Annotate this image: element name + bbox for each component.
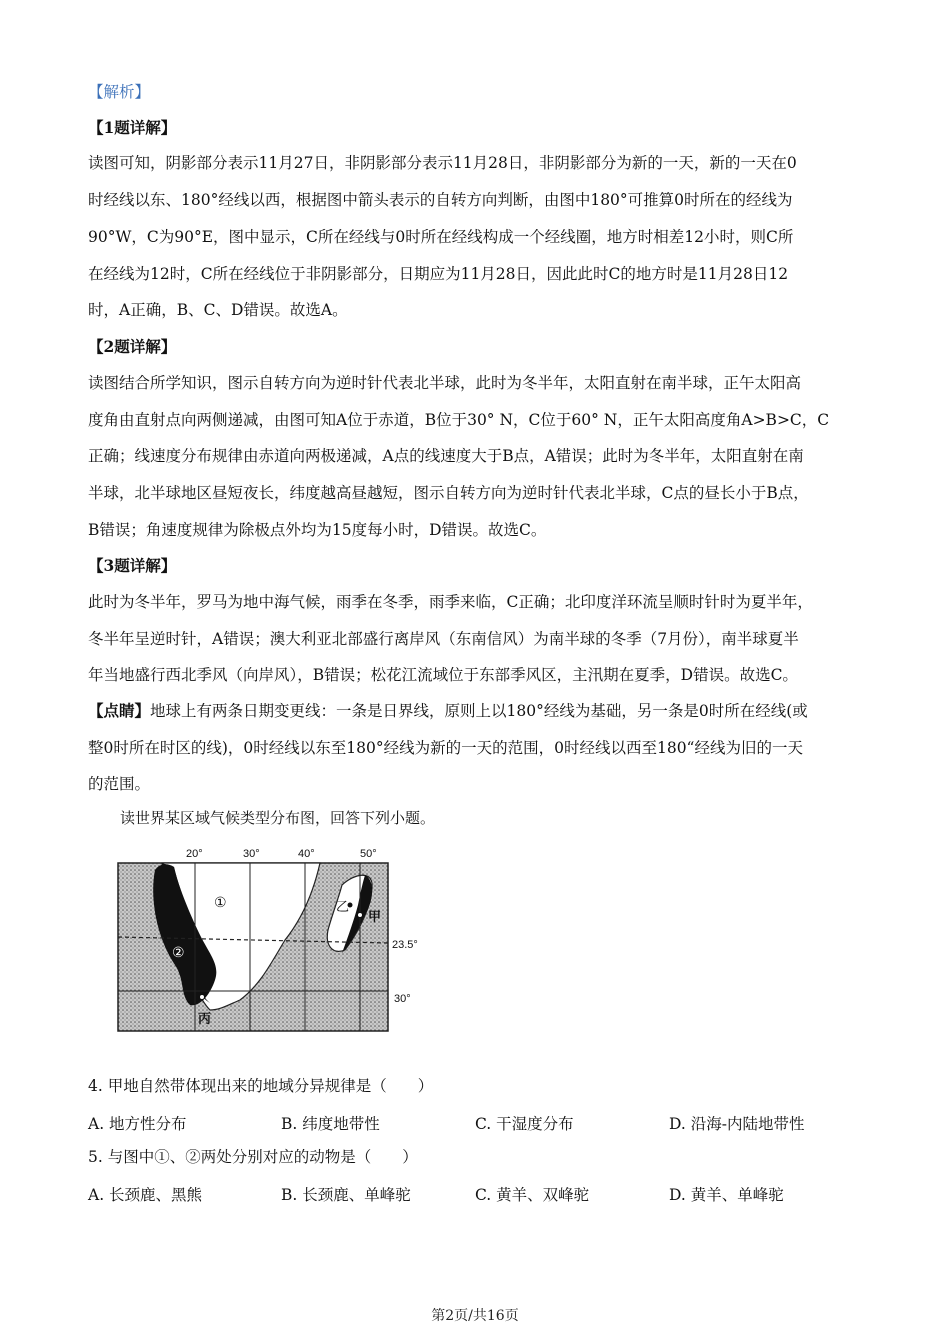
analysis-label [88, 82, 150, 102]
region-label-1: ① [214, 895, 227, 911]
region-label-yi: 乙 [336, 900, 350, 915]
region-label-jia: 甲 [368, 910, 382, 925]
q1-heading: 【1题详解】 [88, 118, 177, 137]
question-intro: 读世界某区域气候类型分布图，回答下列小题。 [120, 809, 436, 827]
q5-option-d[interactable]: D. 黄羊、单峰驼 [669, 1186, 784, 1204]
q5-option-c[interactable]: C. 黄羊、双峰驼 [475, 1186, 590, 1204]
q2-line: 正确；线速度分布规律由赤道向两极递减，A点的线速度大于B点，A错误；此时为冬半年，太阳直射在南 [88, 447, 804, 465]
lon-label: 50° [360, 848, 377, 860]
q5-option-b[interactable]: B. 长颈鹿、单峰驼 [281, 1186, 411, 1204]
q2-line: 半球，北半球地区昼短夜长，纬度越高昼越短，图示自转方向为逆时针代表北半球，C点的昼长小于B点， [88, 484, 809, 502]
lat-label: 23.5° [392, 939, 418, 951]
q4-option-b[interactable]: B. 纬度地带性 [281, 1115, 380, 1133]
tip-label: 【点睛】 [88, 701, 151, 720]
q2-line: 读图结合所学知识，图示自转方向为逆时针代表北半球，此时为冬半年，太阳直射在南半球，正午太阳高 [88, 374, 802, 392]
q2-line: B错误；角速度规律为除极点外均为15度每小时，D错误。故选C。 [88, 521, 547, 539]
page-footer: 第2页/共16页 [431, 1308, 519, 1324]
q2-heading: 【2题详解】 [88, 337, 177, 356]
analysis-label-text: 【解析】 [88, 83, 151, 101]
q4-stem: 4. 甲地自然带体现出来的地域分异规律是（ ） [88, 1077, 434, 1095]
tip-text: 地球上有两条日期变更线：一条是日界线，原则上以180°经线为基础，另一条是0时所在经线(或 [150, 702, 808, 720]
q3-line: 冬半年呈逆时针，A错误；澳大利亚北部盛行离岸风（东南信风）为南半球的冬季（7月份），南半球夏半 [88, 630, 799, 648]
q3-line: 此时为冬半年，罗马为地中海气候，雨季在冬季，雨季来临，C正确；北印度洋环流呈顺时针时为夏半年， [88, 593, 813, 611]
q5-stem: 5. 与图中①、②两处分别对应的动物是（ ） [88, 1148, 418, 1166]
tip-line: 的范围。 [88, 775, 151, 793]
q1-line: 读图可知，阴影部分表示11月27日，非阴影部分表示11月28日，非阴影部分为新的一天，新的一天在0 [88, 154, 797, 172]
region-label-2: ② [172, 945, 185, 961]
q5-option-a[interactable]: A. 长颈鹿、黑熊 [88, 1186, 203, 1204]
q3-heading: 【3题详解】 [88, 556, 177, 575]
q1-line: 时，A正确，B、C、D错误。故选A。 [88, 301, 348, 319]
tip-line: 整0时所在时区的线)，0时经线以东至180°经线为新的一天的范围，0时经线以西至180“经线为旧的一天 [88, 739, 803, 757]
lon-label: 30° [243, 848, 260, 860]
q2-line: 度角由直射点向两侧递减，由图可知A位于赤道，B位于30° N，C位于60° N，正午太阳高度角A>B>C，C [88, 411, 830, 429]
q1-line: 在经线为12时，C所在经线位于非阴影部分，日期应为11月28日，因此此时C的地方时是11月28日12 [88, 265, 789, 283]
q1-line: 90°W，C为90°E，图中显示，C所在经线与0时所在经线构成一个经线圈，地方时相差12小时，则C所 [88, 228, 794, 246]
point-jia [358, 913, 363, 918]
tip-line [88, 701, 808, 721]
q3-line: 年当地盛行西北季风（向岸风），B错误；松花江流域位于东部季风区，主汛期在夏季，D错误。故选C。 [88, 666, 798, 684]
q4-option-c[interactable]: C. 干湿度分布 [475, 1115, 574, 1133]
q4-option-d[interactable]: D. 沿海-内陆地带性 [669, 1115, 805, 1133]
q4-option-a[interactable]: A. 地方性分布 [88, 1115, 187, 1133]
lon-label: 20° [186, 848, 203, 860]
lon-label: 40° [298, 848, 315, 860]
lat-label: 30° [394, 993, 411, 1005]
q1-line: 时经线以东、180°经线以西，根据图中箭头表示的自转方向判断，由图中180°可推算0时所在的经线为 [88, 191, 793, 209]
climate-map [110, 845, 440, 1035]
point-bing [200, 995, 205, 1000]
region-label-bing: 丙 [198, 1012, 212, 1027]
